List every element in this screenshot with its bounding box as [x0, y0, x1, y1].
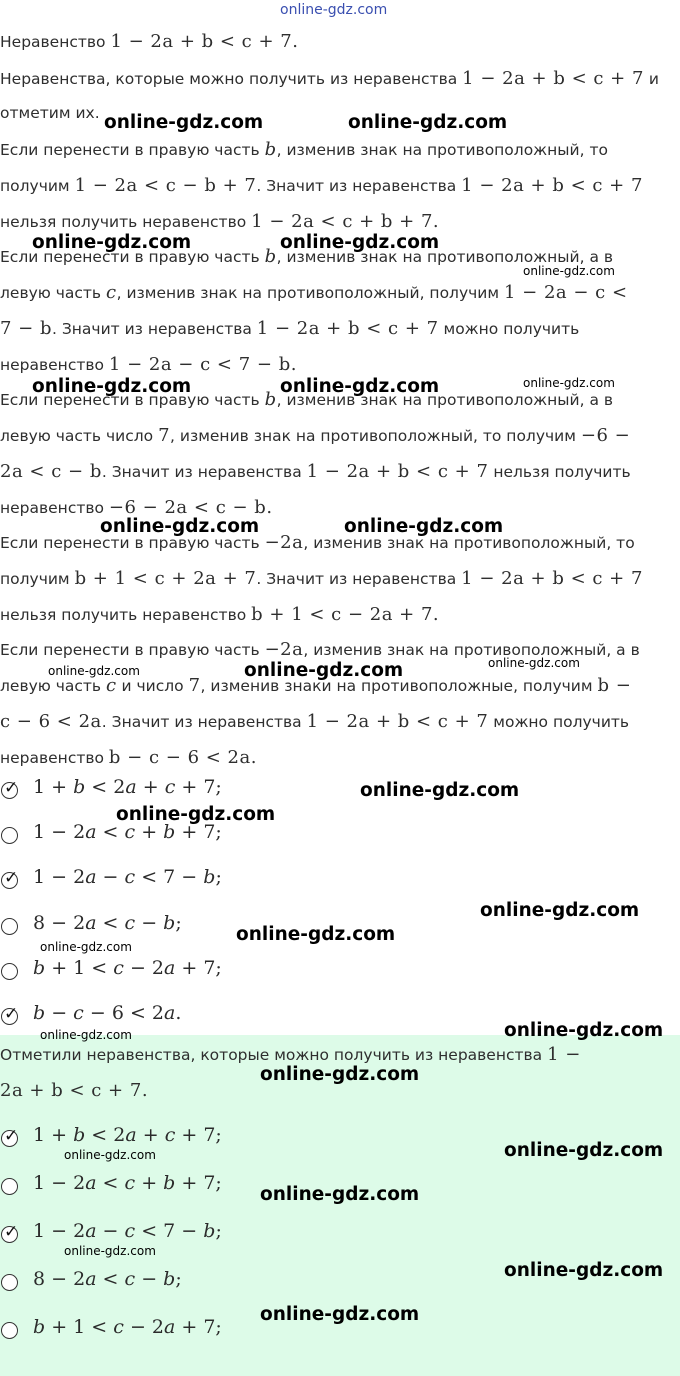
- watermark: online-gdz.com: [504, 1260, 664, 1281]
- task-paragraph: [0, 61, 676, 131]
- watermark: online-gdz.com: [64, 1244, 156, 1258]
- s1-f: . Значит из неравенства: [256, 177, 462, 195]
- option-label: 1 − 2a − c < 7 − b;: [33, 1220, 222, 1242]
- s5-o: b − c − 6 < 2a.: [108, 747, 257, 768]
- watermark: online-gdz.com: [504, 1020, 664, 1041]
- s2-e: c: [106, 282, 117, 303]
- option-checkbox[interactable]: [1, 1126, 19, 1147]
- s5-h: , изменив знаки на противоположные, получим: [200, 677, 598, 695]
- s2-a: Если перенести в правую часть: [0, 248, 265, 266]
- s3-i: . Значит из неравенства: [101, 463, 307, 481]
- check-icon: ✓: [4, 1126, 19, 1146]
- s5-g: 7: [188, 675, 201, 696]
- check-icon: ✓: [4, 1004, 19, 1024]
- step-1-paragraph: [0, 132, 676, 240]
- step-5-paragraph: [0, 632, 676, 776]
- option-3[interactable]: [0, 862, 680, 902]
- s1-c: , изменив знак на противоположный, то: [276, 141, 608, 159]
- task-text-2: отметим их.: [0, 104, 100, 122]
- watermark: online-gdz.com: [32, 232, 192, 253]
- option-checkbox[interactable]: [1, 1004, 19, 1025]
- watermark: online-gdz.com: [523, 264, 615, 278]
- s1-g: 1 − 2a + b < c + 7: [461, 175, 643, 196]
- intro-text: Неравенство: [0, 33, 111, 51]
- watermark: online-gdz.com: [280, 376, 440, 397]
- s5-c: , изменив знак на противоположный, а в: [303, 641, 640, 659]
- watermark: online-gdz.com: [348, 112, 508, 133]
- s4-d: получим: [0, 570, 75, 588]
- option-checkbox[interactable]: [1, 827, 18, 844]
- s5-i: b −: [597, 675, 632, 696]
- s4-f: . Значит из неравенства: [256, 570, 462, 588]
- option-checkbox[interactable]: [1, 1274, 18, 1291]
- watermark: online-gdz.com: [480, 900, 640, 921]
- s2-m: 1 − 2a − c < 7 − b.: [108, 354, 297, 375]
- s4-b: −2a: [264, 532, 304, 553]
- s2-c: , изменив знак на противоположный, а в: [276, 248, 614, 266]
- s3-k: нельзя получить: [488, 463, 631, 481]
- s4-a: Если перенести в правую часть: [0, 534, 265, 552]
- option-label: b + 1 < c − 2a + 7;: [33, 957, 222, 979]
- s1-i: 1 − 2a < c + b + 7.: [251, 211, 440, 232]
- option-checkbox[interactable]: [1, 963, 18, 980]
- watermark: online-gdz.com: [40, 940, 132, 954]
- option-checkbox[interactable]: [1, 1222, 19, 1243]
- option-checkbox[interactable]: [1, 1178, 18, 1195]
- check-icon: ✓: [4, 778, 19, 798]
- watermark: online-gdz.com: [104, 112, 264, 133]
- option-label: 8 − 2a < c − b;: [33, 912, 182, 934]
- watermark: online-gdz.com: [236, 924, 396, 945]
- s3-g: −6 −: [580, 425, 631, 446]
- s3-l: неравенство: [0, 499, 109, 517]
- s2-d: левую часть: [0, 284, 106, 302]
- s5-a: Если перенести в правую часть: [0, 641, 265, 659]
- s1-a: Если перенести в правую часть: [0, 141, 265, 159]
- step-2-paragraph: [0, 239, 676, 383]
- watermark: online-gdz.com: [260, 1184, 420, 1205]
- s2-g: 1 − 2a − c <: [503, 282, 628, 303]
- option-checkbox[interactable]: [1, 868, 19, 889]
- watermark: online-gdz.com: [32, 376, 192, 397]
- s4-c: , изменив знак на противоположный, то: [303, 534, 635, 552]
- option-checkbox[interactable]: [1, 918, 18, 935]
- option-label: 1 − 2a < c + b + 7;: [33, 1172, 222, 1194]
- s5-k: . Значит из неравенства: [101, 713, 307, 731]
- check-icon: ✓: [4, 868, 19, 888]
- option-2[interactable]: [0, 817, 680, 857]
- option-label: b − c − 6 < 2a.: [33, 1002, 182, 1024]
- watermark: online-gdz.com: [488, 656, 580, 670]
- s1-e: 1 − 2a < c − b + 7: [74, 175, 257, 196]
- watermark: online-gdz.com: [40, 1028, 132, 1042]
- task-text: Неравенства, которые можно получить из неравенства: [0, 70, 463, 88]
- s4-e: b + 1 < c + 2a + 7: [74, 568, 257, 589]
- task-expr: 1 − 2a + b < c + 7: [462, 68, 644, 89]
- s1-b: b: [264, 139, 277, 160]
- s3-e: 7: [158, 425, 171, 446]
- watermark: online-gdz.com: [260, 1304, 420, 1325]
- option-label: 8 − 2a < c − b;: [33, 1268, 182, 1290]
- s2-h: 7 − b: [0, 318, 52, 339]
- s3-j: 1 − 2a + b < c + 7: [306, 461, 489, 482]
- s3-h: 2a < c − b: [0, 461, 102, 482]
- option-label: b + 1 < c − 2a + 7;: [33, 1316, 222, 1338]
- s5-b: −2a: [264, 639, 304, 660]
- answer-expr-2: 2a + b < c + 7.: [0, 1080, 149, 1101]
- option-label: 1 + b < 2a + c + 7;: [33, 1124, 222, 1146]
- intro-expr: 1 − 2a + b < c + 7.: [110, 31, 299, 52]
- s3-c: , изменив знак на противоположный, а в: [276, 391, 614, 409]
- watermark: online-gdz.com: [280, 232, 440, 253]
- s5-d: левую часть: [0, 677, 106, 695]
- watermark: online-gdz.com: [260, 1064, 420, 1085]
- s3-m: −6 − 2a < c − b.: [108, 497, 273, 518]
- task-tail: и: [643, 70, 659, 88]
- watermark-top: online-gdz.com: [280, 2, 388, 18]
- step-4-paragraph: [0, 525, 676, 633]
- s4-g: 1 − 2a + b < c + 7: [461, 568, 643, 589]
- option-1[interactable]: [0, 772, 680, 812]
- watermark: online-gdz.com: [244, 660, 404, 681]
- watermark: online-gdz.com: [64, 1148, 156, 1162]
- s4-h: нельзя получить неравенство: [0, 606, 252, 624]
- step-3-paragraph: [0, 382, 676, 526]
- check-icon: ✓: [4, 1222, 19, 1242]
- option-5[interactable]: [0, 953, 680, 993]
- s2-k: можно получить: [438, 320, 580, 338]
- s3-d: левую часть число: [0, 427, 159, 445]
- option-checkbox[interactable]: [1, 778, 19, 799]
- watermark: online-gdz.com: [116, 804, 276, 825]
- watermark: online-gdz.com: [100, 516, 260, 537]
- watermark: online-gdz.com: [344, 516, 504, 537]
- s2-f: , изменив знак на противоположный, получим: [116, 284, 504, 302]
- s1-d: получим: [0, 177, 75, 195]
- s5-n: неравенство: [0, 749, 109, 767]
- s4-i: b + 1 < c − 2a + 7.: [251, 604, 440, 625]
- s5-f: и число: [116, 677, 189, 695]
- watermark: online-gdz.com: [523, 376, 615, 390]
- option-label: 1 − 2a < c + b + 7;: [33, 821, 222, 843]
- s2-j: 1 − 2a + b < c + 7: [256, 318, 439, 339]
- s3-b: b: [264, 389, 277, 410]
- answer-text: Отметили неравенства, которые можно получить из неравенства: [0, 1046, 548, 1064]
- watermark: online-gdz.com: [504, 1140, 664, 1161]
- s2-b: b: [264, 246, 277, 267]
- intro-paragraph: [0, 24, 676, 60]
- s3-f: , изменив знак на противоположный, то получим: [170, 427, 581, 445]
- watermark: online-gdz.com: [360, 780, 520, 801]
- s5-e: c: [106, 675, 117, 696]
- s3-a: Если перенести в правую часть: [0, 391, 265, 409]
- s2-i: . Значит из неравенства: [52, 320, 257, 338]
- watermark: online-gdz.com: [48, 664, 140, 678]
- s1-h: нельзя получить неравенство: [0, 213, 252, 231]
- s5-l: 1 − 2a + b < c + 7: [306, 711, 489, 732]
- s5-j: c − 6 < 2a: [0, 711, 102, 732]
- answer-expr-1: 1 −: [547, 1044, 581, 1065]
- option-label: 1 + b < 2a + c + 7;: [33, 776, 222, 798]
- option-label: 1 − 2a − c < 7 − b;: [33, 866, 222, 888]
- s2-l: неравенство: [0, 356, 109, 374]
- s5-m: можно получить: [488, 713, 630, 731]
- option-checkbox[interactable]: [1, 1322, 18, 1339]
